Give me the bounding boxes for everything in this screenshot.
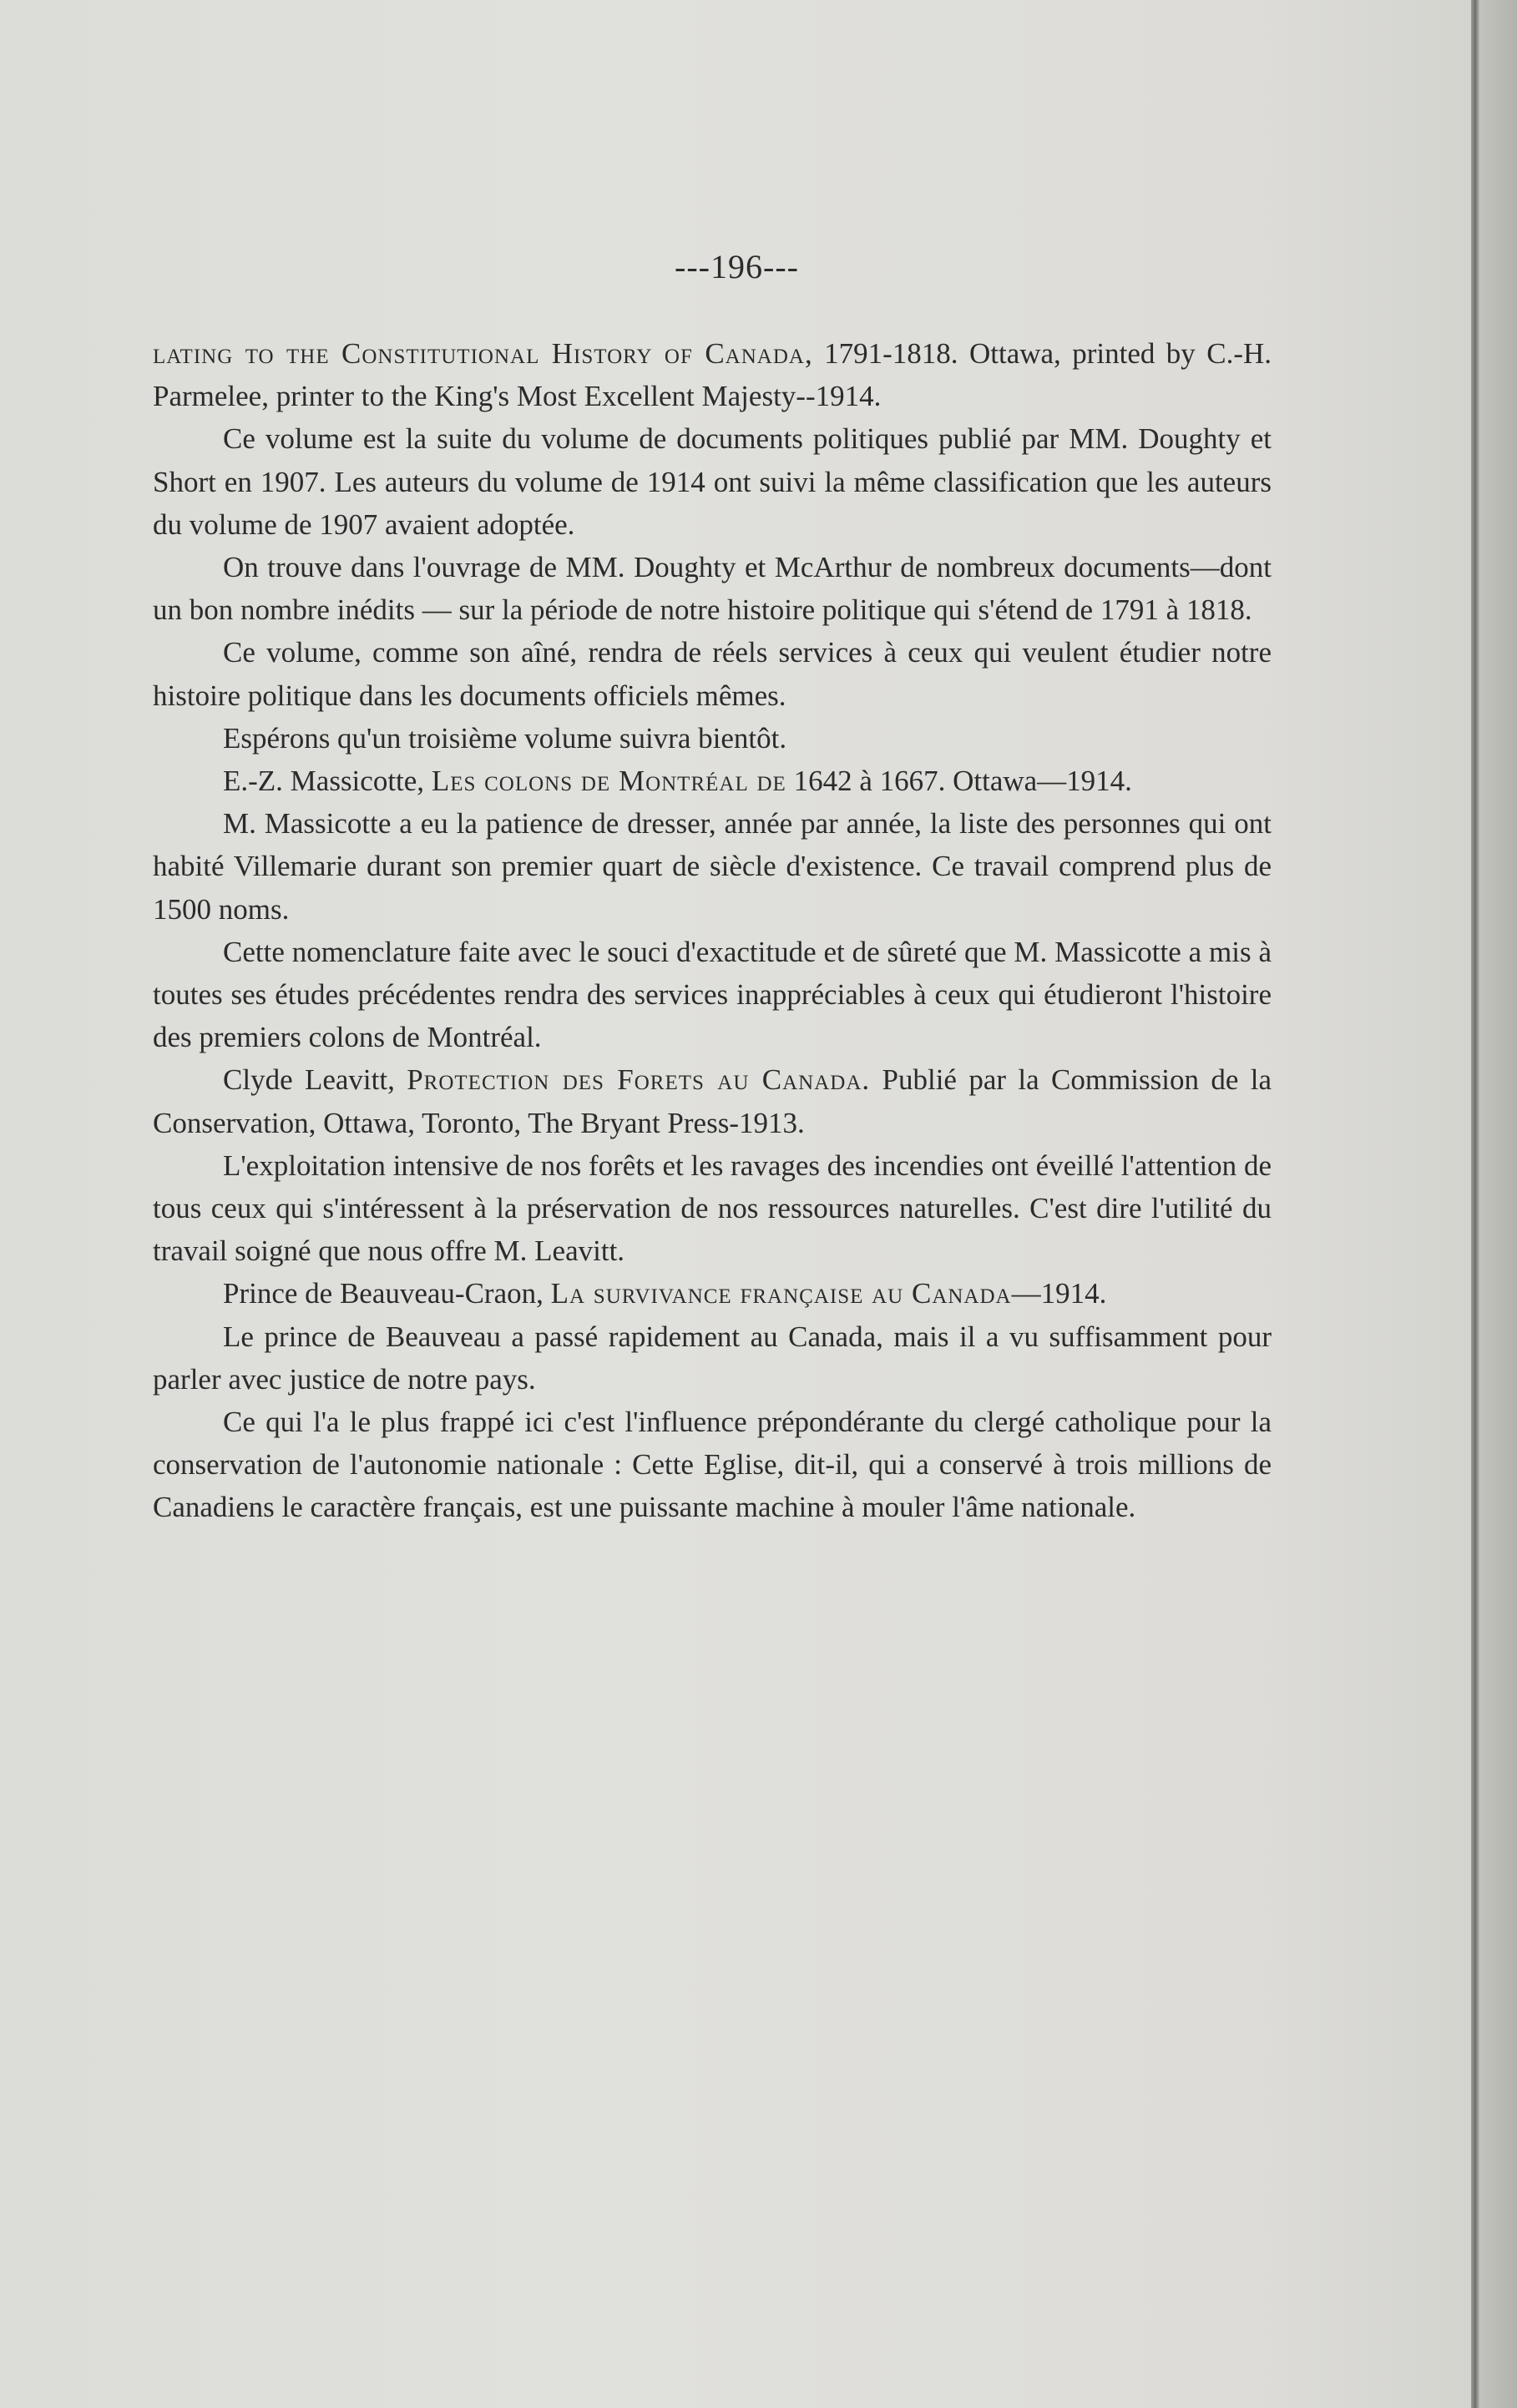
entry-author: Clyde Leavitt, bbox=[223, 1063, 395, 1097]
paragraph: Espérons qu'un troisième volume suivra bientôt. bbox=[223, 721, 787, 755]
paragraph-text: 1791-1818. Ottawa, printed by C.-H. Parmelee, printer to the King's Most Excellent Majesty--1914. bbox=[153, 337, 1272, 413]
paragraph: Ce volume est la suite du volume de documents politiques publié par MM. Doughty et Short en 1907. Les auteurs du volume de 1914 ont suivi la même classification que les auteurs du volume de 1907 avaient adoptée. bbox=[153, 422, 1272, 541]
book-title: La survivance française au Canada bbox=[550, 1277, 1012, 1310]
paragraph: L'exploitation intensive de nos forêts et les ravages des incendies ont éveillé l'attention de tous ceux qui s'intéressent à la préservation de nos ressources naturelles. C'est dire l'utilité du travail soigné que nous offre M. Leavitt. bbox=[153, 1148, 1272, 1268]
entry-author: E.-Z. Massicotte, bbox=[223, 765, 425, 798]
book-title: lating to the Constitutional History of Canada, bbox=[153, 337, 813, 370]
paragraph: On trouve dans l'ouvrage de MM. Doughty et McArthur de nombreux documents—dont un bon nombre inédits — sur la période de notre histoire politique qui s'étend de 1791 à 1818. bbox=[153, 551, 1272, 627]
paragraph-entry bbox=[153, 1272, 1272, 1315]
paragraph-text: —1914. bbox=[1011, 1277, 1107, 1310]
paragraph-intro bbox=[153, 332, 1272, 417]
page-number: ---196--- bbox=[675, 248, 799, 285]
paragraph: Ce qui l'a le plus frappé ici c'est l'influence prépondérante du clergé catholique pour la conservation de l'autonomie nationale : Cette Eglise, dit-il, qui a conservé à trois millions de Canadiens le caractère français, est une puissante machine à mouler l'âme nationale. bbox=[153, 1406, 1272, 1524]
page-body bbox=[153, 332, 1272, 1529]
paragraph-text: Publié par la Commission de la Conservation, Ottawa, Toronto, The Bryant Press-1913. bbox=[153, 1063, 1272, 1139]
back-sheet bbox=[1479, 0, 1517, 2408]
paragraph: M. Massicotte a eu la patience de dresser, année par année, la liste des personnes qui ont habité Villemarie durant son premier quart de siècle d'existence. Ce travail comprend plus de 1500 noms. bbox=[153, 807, 1272, 926]
entry-author: Prince de Beauveau-Craon, bbox=[223, 1277, 544, 1310]
paragraph-entry bbox=[153, 1058, 1272, 1143]
book-title: Protection des Forets au Canada. bbox=[407, 1063, 871, 1097]
paragraph: Le prince de Beauveau a passé rapidement au Canada, mais il a vu suffisamment pour parler avec justice de notre pays. bbox=[153, 1320, 1272, 1396]
paragraph: Cette nomenclature faite avec le souci d'exactitude et de sûreté que M. Massicotte a mis à toutes ses études précédentes rendra des services inappréciables à ceux qui étudieront l'histoire des premiers colons de Montréal. bbox=[153, 935, 1272, 1054]
paragraph-text: 1642 à 1667. Ottawa—1914. bbox=[793, 765, 1132, 798]
paragraph-entry bbox=[153, 760, 1272, 802]
page-edge bbox=[1471, 0, 1479, 2408]
book-title: Les colons de Montréal de bbox=[431, 765, 786, 798]
paragraph: Ce volume, comme son aîné, rendra de réels services à ceux qui veulent étudier notre histoire politique dans les documents officiels mêmes. bbox=[153, 636, 1272, 712]
